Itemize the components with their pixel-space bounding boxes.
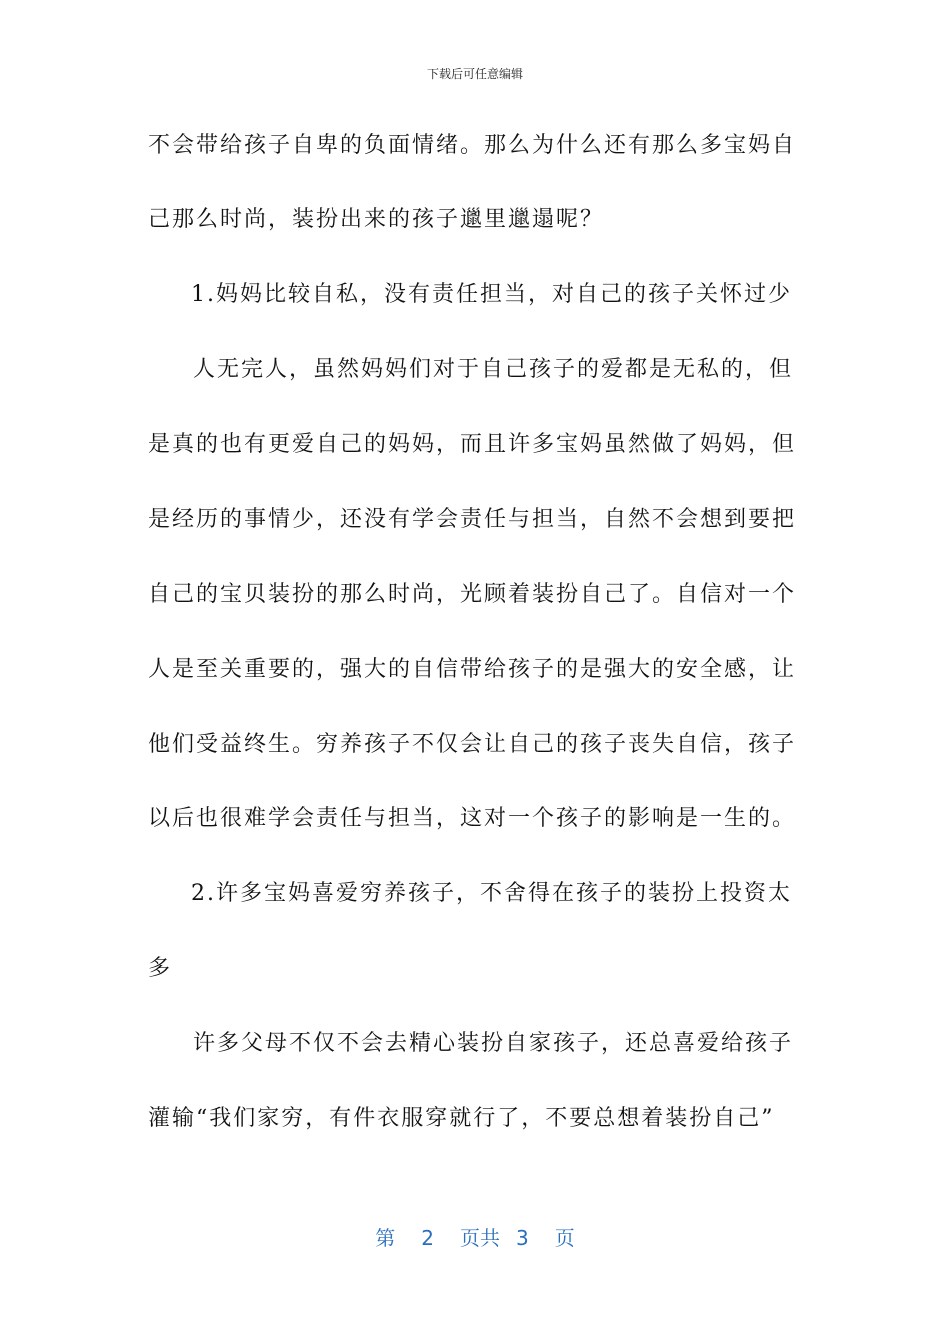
text-line-12: 多 — [148, 956, 173, 981]
text-line-1: 不会带给孩子自卑的负面情绪。那么为什么还有那么多宝妈自 — [148, 133, 797, 158]
footer-page-number: 2 — [421, 1226, 434, 1250]
text-line-3: 1.妈妈比较自私，没有责任担当，对自己的孩子关怀过少 — [191, 282, 792, 307]
text-line-11: 2.许多宝妈喜爱穷养孩子，不舍得在孩子的装扮上投资太 — [191, 881, 792, 906]
text-line-14: 灌输“我们家穷，有件衣服穿就行了，不要总想着装扮自己” — [148, 1106, 775, 1131]
text-line-8: 人是至关重要的，强大的自信带给孩子的是强大的安全感，让 — [148, 657, 797, 682]
text-line-9: 他们受益终生。穷养孩子不仅会让自己的孩子丧失自信，孩子 — [148, 732, 797, 757]
text-line-13: 许多父母不仅不会去精心装扮自家孩子，还总喜爱给孩子 — [193, 1031, 794, 1056]
text-line-7: 自己的宝贝装扮的那么时尚，光顾着装扮自己了。自信对一个 — [148, 582, 797, 607]
footer-ye: 页 — [554, 1226, 575, 1250]
text-line-6: 是经历的事情少，还没有学会责任与担当，自然不会想到要把 — [148, 507, 797, 532]
footer-ye-gong: 页共 — [460, 1226, 500, 1250]
text-line-10: 以后也很难学会责任与担当，这对一个孩子的影响是一生的。 — [148, 806, 797, 831]
text-line-2: 己那么时尚，装扮出来的孩子邋里邋遢呢？ — [148, 207, 605, 232]
text-line-5: 是真的也有更爱自己的妈妈，而且许多宝妈虽然做了妈妈，但 — [148, 432, 797, 457]
footer-di: 第 — [375, 1226, 396, 1250]
page-footer — [0, 1225, 950, 1251]
text-line-4: 人无完人，虽然妈妈们对于自己孩子的爱都是无私的，但 — [193, 357, 794, 382]
footer-total-pages: 3 — [516, 1226, 529, 1250]
page-header: 下载后可任意编辑 — [426, 67, 523, 81]
